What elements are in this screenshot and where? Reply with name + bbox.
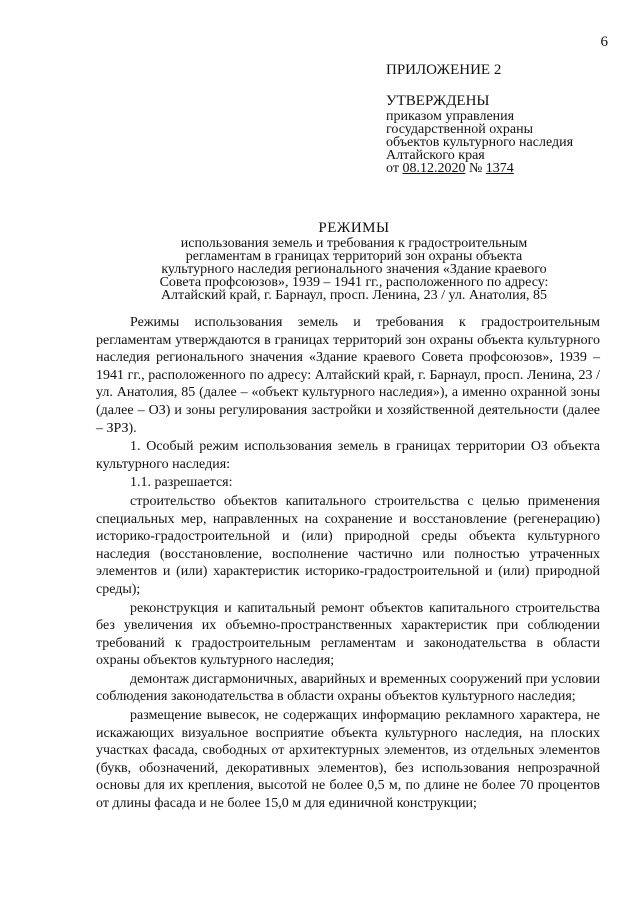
approval-line: государственной охраны <box>386 122 534 137</box>
approval-line: Алтайского края <box>386 148 485 163</box>
order-date: 08.12.2020 <box>402 161 466 176</box>
annex-title: ПРИЛОЖЕНИЕ 2 <box>386 62 502 78</box>
document-body <box>96 314 600 814</box>
order-no-sign: № <box>465 161 486 176</box>
document-subtitle-line: Совета профсоюзов», 1939 – 1941 гг., расположенного по адресу: <box>159 275 549 290</box>
order-number: 1374 <box>485 161 514 176</box>
order-line <box>386 162 626 176</box>
approval-line: приказом управления <box>386 109 515 124</box>
document-subtitle-line: регламентам в границах территорий зон охраны объекта <box>185 249 523 264</box>
page-number: 6 <box>600 34 608 50</box>
body-paragraph: размещение вывесок, не содержащих информацию рекламного характера, не искажающих визуальное восприятие объекта культурного наследия, на плоских участках фасада, свободных от архитектурных элементов, из отдельных элементов (букв, обозначений, декоративных элементов), без использования непрозрачной основы для их крепления, высотой не более 0,5 м, по длине не более 70 процентов от длины фасада и не более 15,0 м для единичной конструкции; <box>96 708 600 812</box>
annex-block <box>386 62 626 176</box>
body-paragraph: реконструкция и капитальный ремонт объектов капитального строительства без увеличения их объемно-пространственных характеристик при соблюдении требований к градостроительным регламентам и законодательства в области охраны объектов культурного наследия; <box>96 600 600 669</box>
body-paragraph: 1. Особый режим использования земель в границах территории ОЗ объекта культурного наследия: <box>96 439 600 472</box>
document-subtitle-line: использования земель и требования к градостроительным <box>180 236 528 251</box>
body-paragraph: демонтаж дисгармоничных, аварийных и временных сооружений при условии соблюдения законодательства в области охраны объектов культурного наследия; <box>96 671 600 705</box>
document-subtitle-line: культурного наследия регионального значения «Здание краевого <box>161 262 547 277</box>
body-paragraph: 1.1. разрешается: <box>130 475 233 491</box>
order-prefix: от <box>386 161 403 176</box>
document-title: РЕЖИМЫ <box>318 220 390 236</box>
body-paragraph: Режимы использования земель и требования к градостроительным регламентам утверждаются в границах территорий зон охраны объекта культурного наследия регионального значения «Здание краевого Совета профсоюзов», 1939 – 1941 гг., расположенного по адресу: Алтайский край, г. Барнаул, просп. Ленина, 23 / ул. Анатолия, 85 (далее – «объект культурного наследия»), а именно охранной зоны (далее – ОЗ) и зоны регулирования застройки и хозяйственной деятельности (далее – ЗРЗ). <box>96 315 600 436</box>
approval-line: объектов культурного наследия <box>386 135 574 150</box>
document-heading <box>124 220 584 302</box>
approved-title: УТВЕРЖДЕНЫ <box>386 93 490 109</box>
document-subtitle-line: Алтайский край, г. Барнаул, просп. Ленина, 23 / ул. Анатолия, 85 <box>160 288 548 303</box>
body-paragraph: строительство объектов капитального строительства с целью применения специальных мер, направленных на сохранение и восстановление (регенерацию) историко-градостроительной и (или) природной среды объекта культурного наследия (восстановление, восполнение частично или полностью утраченных элементов и (или) характеристик историко-градостроительной и (или) природной среды); <box>96 493 600 597</box>
